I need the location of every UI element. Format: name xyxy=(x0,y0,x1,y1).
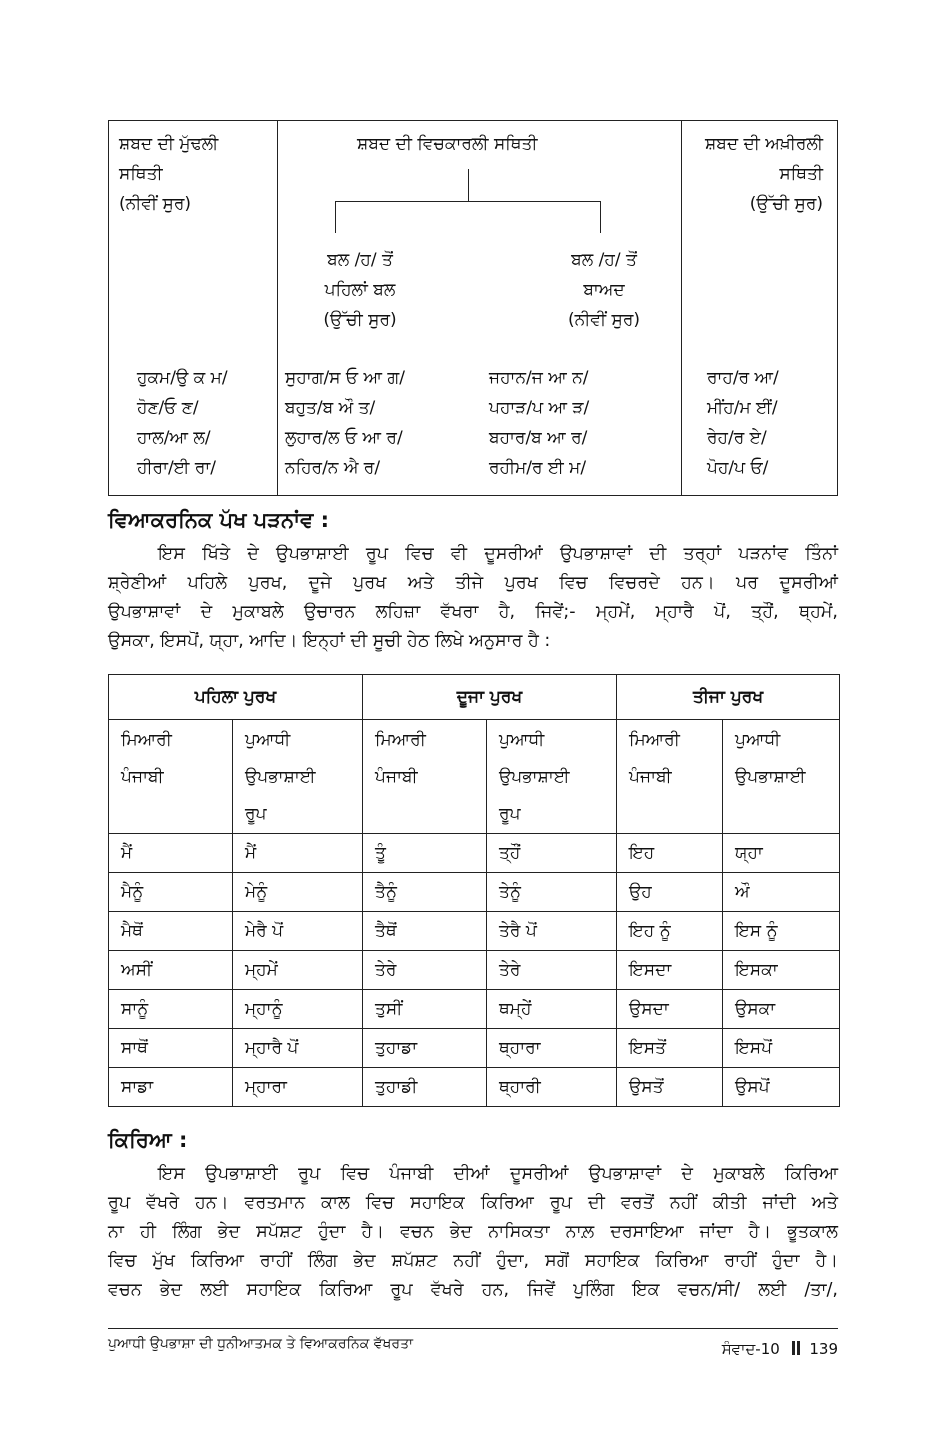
table-cell: ਥ੍ਹਾਰਾ xyxy=(487,1029,617,1068)
dialect-header xyxy=(233,720,363,834)
table-cell: ਮੈਂ xyxy=(233,834,363,873)
dialect-header xyxy=(723,720,840,834)
example-word: ਮੀਂਹ/ਮ ਈਂ/ xyxy=(707,398,778,418)
group-third-person: ਤੀਜਾ ਪੁਰਖ xyxy=(617,675,840,720)
table-cell: ਤੂੰ xyxy=(363,834,487,873)
table-cell: ਇਸਦਾ xyxy=(617,951,723,990)
table-cell: ਸਾਨੂੰ xyxy=(109,990,233,1029)
table-cell: ਮ੍ਹਾਨੂੰ xyxy=(233,990,363,1029)
table-cell: ਤੁਹਾਡੀ xyxy=(363,1068,487,1107)
table-cell: ਇਹ ਨੂੰ xyxy=(617,912,723,951)
header-line: ਮਿਆਰੀ xyxy=(375,730,426,750)
example-word: ਰਹੀਮ/ਰ ਈ ਮ/ xyxy=(489,458,587,478)
table-row xyxy=(109,912,840,951)
example-word: ਬਹਾਰ/ਬ ਆ ਰ/ xyxy=(489,428,588,448)
journal-name: ਸੰਵਾਦ-10 xyxy=(721,1340,780,1358)
examples-middle-before xyxy=(285,363,405,483)
bar xyxy=(792,1341,795,1355)
sub-header-line: ਬਲ /ਹ/ ਤੋਂ xyxy=(571,250,637,270)
header-line: ਮਿਆਰੀ xyxy=(629,730,680,750)
table-cell: ਤ੍ਹੌਂ xyxy=(487,834,617,873)
standard-header xyxy=(617,720,723,834)
table-row xyxy=(109,834,840,873)
table-cell: ਉਹ xyxy=(617,873,723,912)
paragraph-line: ਉਪਭਾਸ਼ਾਵਾਂ ਦੇ ਮੁਕਾਬਲੇ ਉਚਾਰਨ ਲਹਿਜ਼ਾ ਵੱਖਰਾ ਹੈ, ਜਿਵੇਂ;- ਮ੍ਹਮੇਂ, ਮ੍ਹਾਰੈ ਪੋਂ, ਤ੍ਹੌਂ, ਥ੍ਹਮੇਂ, xyxy=(108,602,838,622)
col3-header xyxy=(689,129,823,219)
group-second-person: ਦੂਜਾ ਪੁਰਖ xyxy=(363,675,617,720)
table-cell: ਇਸਕਾ xyxy=(723,951,840,990)
verb-paragraph xyxy=(108,1160,838,1305)
bracket-bar xyxy=(335,201,601,202)
table-cell: ਇਸਪੋਂ xyxy=(723,1029,840,1068)
table-cell: ਥ੍ਹਾਰੀ xyxy=(487,1068,617,1107)
paragraph-line: ਇਸ ਖਿੱਤੇ ਦੇ ਉਪਭਾਸ਼ਾਈ ਰੂਪ ਵਿਚ ਵੀ ਦੂਸਰੀਆਂ ਉਪਭਾਸ਼ਾਵਾਂ ਦੀ ਤਰ੍ਹਾਂ ਪੜਨਾਂਵ ਤਿੰਨਾਂ xyxy=(158,544,838,564)
paragraph-line: ਉਸਕਾ, ਇਸਪੋਂ, ਯ੍ਹਾ, ਆਦਿ। ਇਨ੍ਹਾਂ ਦੀ ਸੂਚੀ ਹੇਠ ਲਿਖੇ ਅਨੁਸਾਰ ਹੈ : xyxy=(108,631,551,651)
table-cell: ਤੇਨੂੰ xyxy=(487,873,617,912)
bracket-right-leg xyxy=(600,201,601,233)
table-cell: ਤੇਰੈ ਪੋਂ xyxy=(487,912,617,951)
example-word: ਹੀਰਾ/ਈ ਰਾ/ xyxy=(137,458,216,478)
table-row xyxy=(109,951,840,990)
table-cell: ਅਸੀਂ xyxy=(109,951,233,990)
table-cell: ਮ੍ਹਾਰੈ ਪੋਂ xyxy=(233,1029,363,1068)
column-divider xyxy=(681,121,682,495)
header-line: ਪੰਜਾਬੀ xyxy=(121,767,164,787)
pronoun-paragraph xyxy=(108,540,838,656)
header-line: ਪੁਆਧੀ xyxy=(245,730,291,750)
sub-header-row xyxy=(109,720,840,834)
examples-middle-after xyxy=(489,363,589,483)
bracket-stem xyxy=(468,169,469,201)
table-cell: ਤੇਰੇ xyxy=(487,951,617,990)
header-line: ਉਪਭਾਸ਼ਾਈ xyxy=(735,767,806,787)
sub-header-line: (ਉੱਚੀ ਸੁਰ) xyxy=(323,310,397,330)
table-cell: ਸਾਥੋਂ xyxy=(109,1029,233,1068)
table-cell: ਮੈਂ xyxy=(109,834,233,873)
example-word: ਰੇਹ/ਰ ਏ/ xyxy=(707,428,767,448)
header-line: ਸ਼ਬਦ ਦੀ ਅਖ਼ੀਰਲੀ xyxy=(704,134,823,154)
pronoun-table xyxy=(108,674,840,1107)
header-line: ਰੂਪ xyxy=(245,804,267,824)
header-line: ਉਪਭਾਸ਼ਾਈ xyxy=(499,767,570,787)
table-cell: ਮੇਰੈ ਪੋਂ xyxy=(233,912,363,951)
example-word: ਜਹਾਨ/ਜ ਆ ਨ/ xyxy=(489,368,589,388)
paragraph-line: ਸ਼੍ਰੇਣੀਆਂ ਪਹਿਲੇ ਪੁਰਖ, ਦੂਜੇ ਪੁਰਖ ਅਤੇ ਤੀਜੇ ਪੁਰਖ ਵਿਚ ਵਿਚਰਦੇ ਹਨ। ਪਰ ਦੂਸਰੀਆਂ xyxy=(108,573,838,593)
example-word: ਸੁਹਾਗ/ਸ ਓ ਆ ਗ/ xyxy=(285,368,405,388)
table-row xyxy=(109,1068,840,1107)
header-line: ਮਿਆਰੀ xyxy=(121,730,172,750)
paragraph-line: ਇਸ ਉਪਭਾਸ਼ਾਈ ਰੂਪ ਵਿਚ ਪੰਜਾਬੀ ਦੀਆਂ ਦੂਸਰੀਆਂ ਉਪਭਾਸ਼ਾਵਾਂ ਦੇ ਮੁਕਾਬਲੇ ਕਿਰਿਆ xyxy=(158,1164,838,1184)
examples-initial xyxy=(137,363,228,483)
group-first-person: ਪਹਿਲਾ ਪੁਰਖ xyxy=(109,675,363,720)
table-cell: ਤੁਸੀਂ xyxy=(363,990,487,1029)
col1-header xyxy=(119,129,218,219)
example-word: ਰਾਹ/ਰ ਆ/ xyxy=(707,368,779,388)
standard-header xyxy=(363,720,487,834)
table-row xyxy=(109,873,840,912)
bracket-left-leg xyxy=(335,201,336,233)
sub-header-line: ਪਹਿਲਾਂ ਬਲ xyxy=(324,280,396,300)
separator-bars xyxy=(791,1340,801,1358)
col2-header: ਸ਼ਬਦ ਦੀ ਵਿਚਕਾਰਲੀ ਸਥਿਤੀ xyxy=(357,134,538,154)
page-number: 139 xyxy=(809,1340,838,1358)
header-line: ਪੰਜਾਬੀ xyxy=(629,767,672,787)
sub-header-line: ਬਾਅਦ xyxy=(583,280,625,300)
table-cell: ਉਸਪੋਂ xyxy=(723,1068,840,1107)
example-word: ਬਹੁਤ/ਬ ਔ ਤ/ xyxy=(285,398,376,418)
example-word: ਹੋਣ/ਓ ਣ/ xyxy=(137,398,199,418)
table-cell: ਮ੍ਹਮੇਂ xyxy=(233,951,363,990)
header-line: ਪੰਜਾਬੀ xyxy=(375,767,418,787)
table-cell: ਤੈਨੂੰ xyxy=(363,873,487,912)
table-cell: ਉਸਦਾ xyxy=(617,990,723,1029)
header-line: ਰੂਪ xyxy=(499,804,521,824)
header-line: ਪੁਆਧੀ xyxy=(499,730,545,750)
example-word: ਲੁਹਾਰ/ਲ ਓ ਆ ਰ/ xyxy=(285,428,403,448)
examples-final xyxy=(707,363,779,483)
paragraph-line: ਵਿਚ ਮੁੱਖ ਕਿਰਿਆ ਰਾਹੀਂ ਲਿੰਗ ਭੇਦ ਸ਼ਪੱਸ਼ਟ ਨਹੀਂ ਹੁੰਦਾ, ਸਗੋਂ ਸਹਾਇਕ ਕਿਰਿਆ ਰਾਹੀਂ ਹੁੰਦਾ ਹੈ। xyxy=(108,1251,838,1271)
table-cell: ਮੇਨੂੰ xyxy=(233,873,363,912)
header-line: ਸ਼ਬਦ ਦੀ ਮੁੱਢਲੀ xyxy=(119,134,219,154)
footer-divider xyxy=(108,1328,838,1329)
table-cell: ਔ xyxy=(723,873,840,912)
group-header-row xyxy=(109,675,840,720)
header-line: ਸਥਿਤੀ xyxy=(779,164,823,184)
column-divider xyxy=(277,121,278,495)
paragraph-line: ਵਚਨ ਭੇਦ ਲਈ ਸਹਾਇਕ ਕਿਰਿਆ ਰੂਪ ਵੱਖਰੇ ਹਨ, ਜਿਵੇਂ ਪੁਲਿੰਗ ਇਕ ਵਚਨ/ਸੀ/ ਲਈ /ਤਾ/, xyxy=(108,1280,838,1300)
table-cell: ਉਸਤੋਂ xyxy=(617,1068,723,1107)
header-line: (ਨੀਵੀਂ ਸੁਰ) xyxy=(119,194,192,214)
section-heading-pronoun: ਵਿਆਕਰਨਿਕ ਪੱਖ ਪੜਨਾਂਵ : xyxy=(108,508,329,532)
header-line: ਉਪਭਾਸ਼ਾਈ xyxy=(245,767,316,787)
header-line: ਸਥਿਤੀ xyxy=(119,164,163,184)
example-word: ਨਹਿਰ/ਨ ਐ ਰ/ xyxy=(285,458,381,478)
standard-header xyxy=(109,720,233,834)
sub-header-line: (ਨੀਵੀਂ ਸੁਰ) xyxy=(567,310,641,330)
example-word: ਹਾਲ/ਆ ਲ/ xyxy=(137,428,211,448)
table-cell: ਯ੍ਹਾ xyxy=(723,834,840,873)
sub-header-line: ਬਲ /ਹ/ ਤੋਂ xyxy=(327,250,393,270)
paragraph-line: ਰੂਪ ਵੱਖਰੇ ਹਨ। ਵਰਤਮਾਨ ਕਾਲ ਵਿਚ ਸਹਾਇਕ ਕਿਰਿਆ ਰੂਪ ਦੀ ਵਰਤੋਂ ਨਹੀਂ ਕੀਤੀ ਜਾਂਦੀ ਅਤੇ xyxy=(108,1193,838,1213)
table-cell: ਸਾਡਾ xyxy=(109,1068,233,1107)
table-cell: ਮ੍ਹਾਰਾ xyxy=(233,1068,363,1107)
section-heading-verb: ਕਿਰਿਆ : xyxy=(108,1128,188,1152)
example-word: ਹੁਕਮ/ਉ ਕ ਮ/ xyxy=(137,368,228,388)
bar xyxy=(797,1341,800,1355)
table-row xyxy=(109,1029,840,1068)
table-cell: ਉਸਕਾ xyxy=(723,990,840,1029)
table-cell: ਤੁਹਾਡਾ xyxy=(363,1029,487,1068)
footer-page-info xyxy=(722,1340,838,1358)
table-row xyxy=(109,990,840,1029)
table-cell: ਇਸ ਨੂੰ xyxy=(723,912,840,951)
sub-header-left xyxy=(295,245,425,335)
running-title: ਪੁਆਧੀ ਉਪਭਾਸ਼ਾ ਦੀ ਧੁਨੀਆਤਮਕ ਤੇ ਵਿਆਕਰਨਿਕ ਵੱਖਰਤਾ xyxy=(108,1336,414,1352)
paragraph-line: ਨਾ ਹੀ ਲਿੰਗ ਭੇਦ ਸਪੱਸ਼ਟ ਹੁੰਦਾ ਹੈ। ਵਚਨ ਭੇਦ ਨਾਸਿਕਤਾ ਨਾਲ਼ ਦਰਸਾਇਆ ਜਾਂਦਾ ਹੈ। ਭੂਤਕਾਲ xyxy=(108,1222,838,1242)
header-line: ਪੁਆਧੀ xyxy=(735,730,781,750)
sub-header-right xyxy=(539,245,669,335)
table-cell: ਤੇਰੇ xyxy=(363,951,487,990)
header-line: (ਉੱਚੀ ਸੁਰ) xyxy=(749,194,823,214)
example-word: ਪੋਹ/ਪ ਓ/ xyxy=(707,458,769,478)
table-cell: ਥਮ੍ਹੇਂ xyxy=(487,990,617,1029)
table-cell: ਮੈਨੂੰ xyxy=(109,873,233,912)
table-cell: ਤੈਥੋਂ xyxy=(363,912,487,951)
example-word: ਪਹਾੜ/ਪ ਆ ੜ/ xyxy=(489,398,590,418)
table-cell: ਇਸਤੋਂ xyxy=(617,1029,723,1068)
table-cell: ਇਹ xyxy=(617,834,723,873)
syllable-position-table xyxy=(108,120,838,496)
table-cell: ਮੈਥੋਂ xyxy=(109,912,233,951)
dialect-header xyxy=(487,720,617,834)
